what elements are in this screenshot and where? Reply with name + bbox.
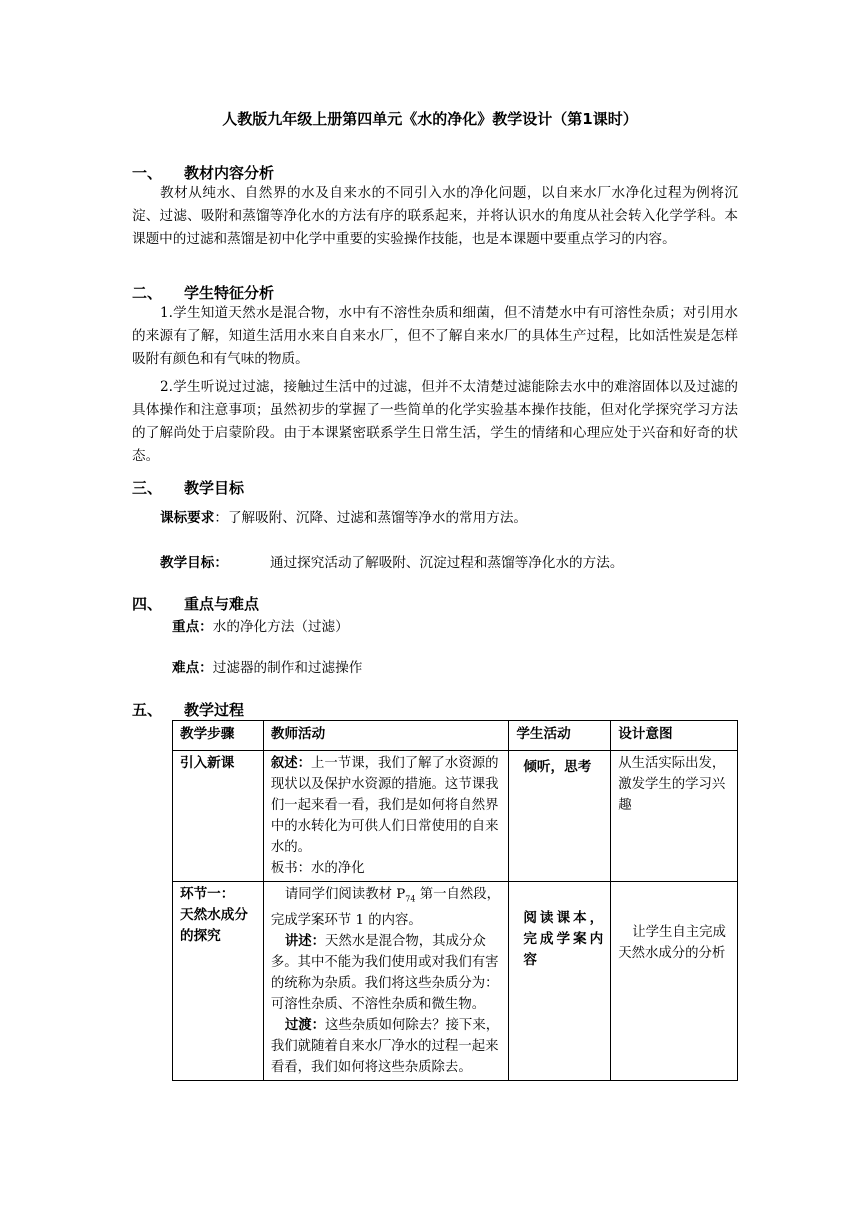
board-note: 板书：水的净化 [270,861,365,876]
section-heading-3 [132,477,244,498]
header-student-activity: 学生活动 [509,721,611,751]
student-analysis-paragraph-1: 1.学生知道天然水是混合物，水中有不溶性杂质和细菌，但不清楚水中有可溶性杂质；对引用水的来源有了解，知道生活用水来自自来水厂，但不了解自来水厂的具体生产过程，比如活性炭是怎样吸附有颜色和有气味的物质。 [132,305,738,367]
section-heading-4 [132,593,259,614]
table-row [173,882,738,1081]
header-step: 教学步骤 [173,721,264,751]
step-cell: 引入新课 [173,751,264,882]
lecture-label: 讲述： [284,933,326,949]
lecture [271,931,501,1015]
header-design-intent: 设计意图 [611,721,738,751]
section-heading-2 [132,282,274,303]
curriculum-requirement [160,506,527,526]
difficult-point-label: 难点： [172,660,213,676]
key-point-label: 重点： [172,619,213,635]
difficult-point-text: 过滤器的制作和过滤操作 [212,660,363,676]
transition [271,1015,501,1078]
narration-label: 叙述： [270,756,312,771]
step-title: 天然水成分的探究 [180,907,248,944]
section-title: 学生特征分析 [184,284,275,302]
document-title: 人教版九年级上册第四单元《水的净化》教学设计（第1课时） [222,110,638,128]
transition-text: 这些杂质如何除去？接下来，我们就随着自来水厂净水的过程一起来看看，我们如何将这些杂质除去。 [270,1017,500,1075]
reading-task: 请同学们阅读教材 $P_{74}$ 第一自然段，完成学案环节 1 的内容。 [270,887,501,928]
step-cell [173,882,264,1081]
curriculum-label: 课标要求 [160,510,215,526]
section-number: 二、 [132,284,163,302]
section-title: 教学过程 [184,701,245,719]
key-point [172,615,349,635]
section-title: 教学目标 [184,479,245,497]
table-row [173,751,738,882]
lecture-text: 天然水是混合物，其成分众多。其中不能为我们使用或对我们有害的统称为杂质。我们将这些杂质分为：可溶性杂质、不溶性杂质和微生物。 [270,933,499,1012]
material-analysis-paragraph: 教材从纯水、自然界的水及自来水的不同引入水的净化问题，以自来水厂水净化过程为例将沉淀、过滤、吸附和蒸馏等净化水的方法有序的联系起来，并将认识水的角度从社会转入化学学科。本课题中的过滤和蒸馏是初中化学中重要的实验操作技能，也是本课题中要重点学习的内容。 [132,185,738,247]
transition-label: 过渡： [284,1017,326,1033]
difficult-point [172,656,362,676]
narration-text: 上一节课，我们了解了水资源的现状以及保护水资源的措施。这节课我们一起来看一看，我们是如何将自然界中的水转化为可供人们日常使用的自来水的。 [270,756,499,855]
section-title: 教材内容分析 [184,164,275,182]
teaching-goal-text: 通过探究活动了解吸附、沉淀过程和蒸馏等净化水的方法。 [270,555,624,571]
narration [271,753,501,858]
table-header-row [173,721,738,751]
section-heading-1 [132,162,274,183]
section-number: 三、 [132,479,163,497]
teaching-goal-label: 教学目标： [160,555,228,571]
teacher-activity-cell [263,751,508,882]
design-intent-cell: 从生活实际出发，激发学生的学习兴趣 [611,751,738,882]
student-analysis-paragraph-2: 2.学生听说过过滤，接触过生活中的过滤，但并不太清楚过滤能除去水中的难溶固体以及过滤的具体操作和注意事项；虽然初步的掌握了一些简单的化学实验基本操作技能，但对化学探究学习方法的了解尚处于启蒙阶段。由于本课紧密联系学生日常生活，学生的情绪和心理应处于兴奋和好奇的状态。 [132,379,738,464]
step-label: 环节一： [180,886,235,902]
section-title: 重点与难点 [184,595,260,613]
section-heading-5 [132,699,244,720]
teaching-goal [160,551,623,571]
section-number: 五、 [132,701,163,719]
section-number: 四、 [132,595,163,613]
key-point-text: 水的净化方法（过滤） [212,619,349,635]
teaching-process-table [172,720,738,1081]
student-activity-cell: 阅读课本，完成学案内容 [509,882,611,1081]
design-intent-cell: 让学生自主完成天然水成分的分析 [611,882,738,1081]
section-number: 一、 [132,164,163,182]
teacher-activity-cell [263,882,508,1081]
header-teacher-activity: 教师活动 [263,721,508,751]
curriculum-text: ：了解吸附、沉降、过滤和蒸馏等净水的常用方法。 [214,510,528,526]
student-activity-cell: 倾听，思考 [509,751,611,882]
